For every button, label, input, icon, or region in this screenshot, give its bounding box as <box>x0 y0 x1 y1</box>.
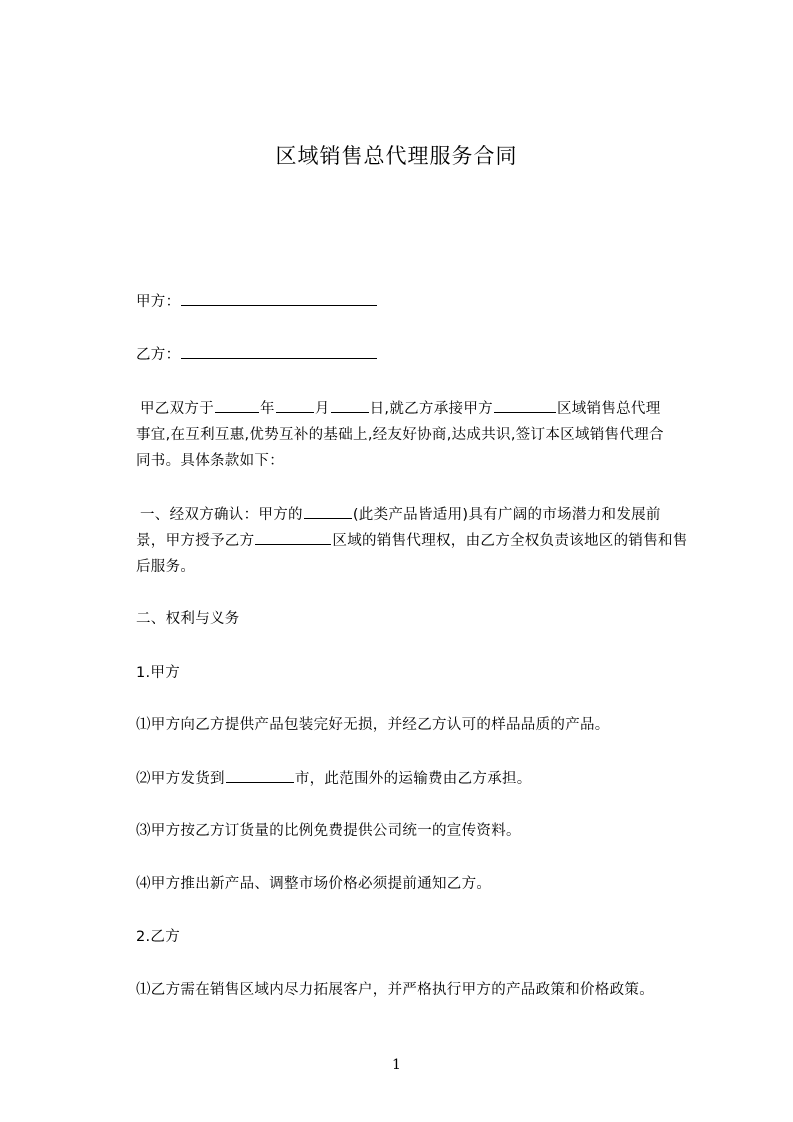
intro-paragraph <box>136 396 704 474</box>
agency-region-blank[interactable] <box>255 529 331 545</box>
party-a-item-2-text-2: 市，此范围外的运输费由乙方承担。 <box>294 771 532 787</box>
party-b-line <box>136 343 378 366</box>
day-blank[interactable] <box>331 397 369 413</box>
product-blank[interactable] <box>304 503 352 519</box>
party-b-label: 乙方： <box>136 347 181 363</box>
city-blank[interactable] <box>226 767 294 783</box>
party-a-item-2 <box>136 767 532 790</box>
clause-1-paragraph <box>136 502 704 580</box>
intro-text-4: 日,就乙方承接甲方 <box>369 401 493 417</box>
party-a-item-4: ⑷甲方推出新产品、调整市场价格必须提前通知乙方。 <box>136 876 492 892</box>
region-blank[interactable] <box>494 397 556 413</box>
party-a-heading: 1.甲方 <box>136 665 181 681</box>
document-title: 区域销售总代理服务合同 <box>275 144 518 168</box>
intro-text-5: 区域销售总代理 <box>556 401 661 417</box>
clause-1-text-2: (此类产品皆适用)具有广阔的市场潜力和发展前 <box>352 507 661 523</box>
page-number: 1 <box>392 1057 401 1073</box>
party-b-blank[interactable] <box>181 343 377 359</box>
clause-1-text-3: 景，甲方授予乙方 <box>136 533 255 549</box>
party-b-item-1: ⑴乙方需在销售区域内尽力拓展客户，并严格执行甲方的产品政策和价格政策。 <box>136 982 654 998</box>
intro-text-2: 年 <box>260 401 275 417</box>
party-b-heading: 2.乙方 <box>136 929 181 945</box>
intro-line-2: 事宜,在互利互惠,优势互补的基础上,经友好协商,达成共识,签订本区域销售代理合 <box>136 427 664 443</box>
clause-1-line-2 <box>136 528 704 554</box>
month-blank[interactable] <box>276 397 314 413</box>
party-a-line <box>136 290 378 313</box>
section-2-heading: 二、权利与义务 <box>136 611 240 627</box>
party-a-item-3: ⑶甲方按乙方订货量的比例免费提供公司统一的宣传资料。 <box>136 823 521 839</box>
intro-line-1 <box>136 396 704 422</box>
intro-text-1: 甲乙双方于 <box>140 401 214 417</box>
clause-1-line-1 <box>136 502 704 528</box>
year-blank[interactable] <box>215 397 259 413</box>
party-a-label: 甲方： <box>136 294 181 310</box>
party-a-item-1: ⑴甲方向乙方提供产品包装完好无损，并经乙方认可的样品品质的产品。 <box>136 717 610 733</box>
intro-text-3: 月 <box>314 401 330 417</box>
party-a-item-2-text-1: ⑵甲方发货到 <box>136 771 225 787</box>
clause-1-text-1: 一、经双方确认：甲方的 <box>140 507 303 523</box>
intro-line-3: 同书。具体条款如下： <box>136 453 284 469</box>
party-a-blank[interactable] <box>181 290 377 306</box>
clause-1-line-3: 后服务。 <box>136 559 196 575</box>
clause-1-text-4: 区域的销售代理权，由乙方全权负责该地区的销售和售 <box>332 533 688 549</box>
